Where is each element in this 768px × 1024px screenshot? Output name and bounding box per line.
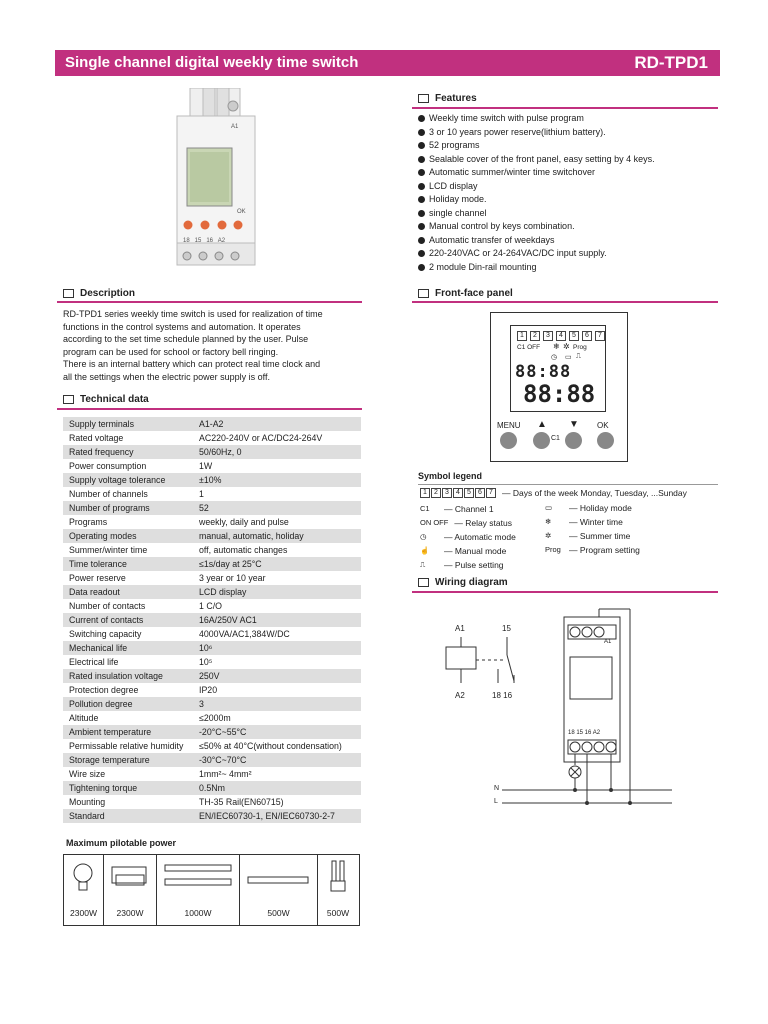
- checkbox-square-icon: [418, 94, 429, 103]
- relay-status-label: ON OFF: [420, 518, 449, 527]
- table-row: [63, 599, 361, 613]
- feature-item: Automatic summer/winter time switchover: [418, 166, 728, 180]
- spec-value: A1-A2: [199, 419, 224, 429]
- wiring-device-terminals: 18 15 16 A2: [568, 730, 601, 736]
- bullet-icon: [418, 142, 425, 149]
- table-row: [63, 669, 361, 683]
- bullet-icon: [418, 196, 425, 203]
- down-arrow-icon: ▼: [569, 419, 579, 430]
- snow-icon: ❄: [553, 342, 560, 351]
- spec-label: Permissable relative humidity: [69, 741, 184, 751]
- spec-label: Number of contacts: [69, 601, 146, 611]
- spec-label: Protection degree: [69, 685, 139, 695]
- menu-label: MENU: [497, 421, 521, 430]
- suitcase-icon: ▭: [545, 503, 553, 512]
- max-power-value: 1000W: [184, 908, 212, 918]
- table-row: [63, 543, 361, 557]
- spec-label: Number of programs: [69, 503, 150, 513]
- lcd-c1off: C1 OFF: [517, 344, 541, 351]
- spec-value: 3 year or 10 year: [199, 573, 266, 583]
- feature-item: single channel: [418, 207, 728, 221]
- table-row: [63, 613, 361, 627]
- symbol-legend: [418, 471, 718, 481]
- spec-label: Current of contacts: [69, 615, 144, 625]
- symbol-item: Prog — Program setting: [545, 545, 640, 555]
- day-box: 3: [442, 488, 452, 498]
- spec-label: Power reserve: [69, 573, 126, 583]
- symbol-item: ◷ — Automatic mode: [420, 532, 516, 542]
- description-line: RD-TPD1 series weekly time switch is used for realization of time: [63, 309, 323, 319]
- day-indicators: [517, 331, 606, 341]
- table-row: [63, 767, 361, 781]
- max-power-cell-halogen: [104, 855, 157, 925]
- description-divider: [57, 301, 362, 303]
- up-arrow-icon: ▲: [537, 419, 547, 430]
- table-row: [63, 501, 361, 515]
- table-row: [63, 529, 361, 543]
- lcd-screen: [510, 325, 606, 412]
- spec-label: Rated frequency: [69, 447, 134, 457]
- spec-value: AC220-240V or AC/DC24-264V: [199, 433, 323, 443]
- lcd-small-time: 88:88: [515, 362, 572, 382]
- spec-value: -30°C~70°C: [199, 755, 247, 765]
- spec-label: Tightening torque: [69, 783, 138, 793]
- symbol-legend-heading: Symbol legend: [418, 471, 483, 481]
- ok-button[interactable]: [597, 432, 614, 449]
- cfl-lamp-icon: [318, 859, 358, 899]
- feature-item: Weekly time switch with pulse program: [418, 112, 728, 126]
- table-row: [63, 585, 361, 599]
- table-row: [63, 711, 361, 725]
- table-row: [63, 753, 361, 767]
- channel-label: C1: [420, 504, 430, 513]
- feature-item: 3 or 10 years power reserve(lithium battery).: [418, 126, 728, 140]
- front-panel-diagram: [490, 312, 628, 462]
- front-panel-divider: [412, 301, 718, 303]
- c1-label: C1: [551, 435, 560, 442]
- day-box: 2: [431, 488, 441, 498]
- feature-item: Automatic transfer of weekdays: [418, 234, 728, 248]
- table-row: [63, 781, 361, 795]
- table-row: [63, 515, 361, 529]
- menu-button[interactable]: [500, 432, 517, 449]
- day-box: 1: [420, 488, 430, 498]
- sun-icon: ✲: [563, 342, 570, 351]
- model-number: RD-TPD1: [634, 53, 708, 72]
- spec-label: Mounting: [69, 797, 106, 807]
- spec-label: Power consumption: [69, 461, 147, 471]
- feature-item: 2 module Din-rail mounting: [418, 261, 728, 275]
- table-row: [63, 627, 361, 641]
- bullet-icon: [418, 183, 425, 190]
- description-heading: Description: [63, 288, 135, 299]
- title-banner: [55, 50, 720, 76]
- symbol-item: ON OFF — Relay status: [420, 518, 512, 528]
- spec-value: 1mm²~ 4mm²: [199, 769, 252, 779]
- spec-label: Supply terminals: [69, 419, 135, 429]
- device-a1-label: A1: [231, 124, 239, 130]
- table-row: [63, 487, 361, 501]
- bullet-icon: [418, 210, 425, 217]
- spec-value: 10⁵: [199, 657, 213, 667]
- spec-value: 0.5Nm: [199, 783, 225, 793]
- max-power-cell-tube: [240, 855, 318, 925]
- wiring-a1: A1: [455, 624, 465, 633]
- features-divider: [412, 107, 718, 109]
- table-row: [63, 473, 361, 487]
- checkbox-square-icon: [63, 395, 74, 404]
- spec-value: 16A/250V AC1: [199, 615, 257, 625]
- bullet-icon: [418, 115, 425, 122]
- wiring-l: L: [494, 798, 498, 805]
- day-boxes: [420, 488, 497, 498]
- halogen-lamp-icon: [104, 859, 156, 899]
- device-ok-label: OK: [237, 209, 246, 215]
- spec-label: Wire size: [69, 769, 106, 779]
- product-image: [175, 88, 260, 268]
- spec-value: 1 C/O: [199, 601, 222, 611]
- wiring-a2: A2: [455, 691, 465, 700]
- spec-value: ≤50% at 40°C(without condensation): [199, 741, 342, 751]
- spec-value: off, automatic changes: [199, 545, 288, 555]
- table-row: [63, 571, 361, 585]
- lcd-prog: Prog: [573, 344, 587, 351]
- table-row: [63, 725, 361, 739]
- day-box: 5: [569, 331, 579, 341]
- spec-label: Pollution degree: [69, 699, 133, 709]
- day-box: 6: [475, 488, 485, 498]
- spec-value: 3: [199, 699, 204, 709]
- table-row: [63, 795, 361, 809]
- down-button[interactable]: [565, 432, 582, 449]
- prog-label: Prog: [545, 545, 561, 554]
- bullet-icon: [418, 250, 425, 257]
- symbol-days-row: 1 2 3 4 5 6 7 — Days of the week Monday, Tuesday, ...Sunday: [420, 488, 687, 498]
- max-power-cell-incandescent: [64, 855, 104, 925]
- sun-icon: ✲: [545, 531, 552, 540]
- bullet-icon: [418, 237, 425, 244]
- spec-label: Operating modes: [69, 531, 137, 541]
- spec-value: ±10%: [199, 475, 222, 485]
- up-button[interactable]: [533, 432, 550, 449]
- suitcase-icon: ▭: [565, 354, 572, 361]
- day-box: 1: [517, 331, 527, 341]
- bullet-icon: [418, 223, 425, 230]
- spec-label: Switching capacity: [69, 629, 142, 639]
- pulse-icon: ⎍: [420, 560, 426, 569]
- spec-value: IP20: [199, 685, 218, 695]
- bullet-icon: [418, 169, 425, 176]
- description-text: [63, 308, 358, 383]
- spec-value: ≤2000m: [199, 713, 231, 723]
- feature-item: 220-240VAC or 24-264VAC/DC input supply.: [418, 247, 728, 261]
- table-row: [63, 557, 361, 571]
- max-power-value: 500W: [326, 908, 350, 918]
- spec-label: Rated voltage: [69, 433, 124, 443]
- front-panel-heading: Front-face panel: [418, 288, 513, 299]
- table-row: [63, 697, 361, 711]
- features-list: [418, 112, 728, 274]
- symbol-item: C1 — Channel 1: [420, 504, 494, 514]
- day-box: 4: [556, 331, 566, 341]
- ok-label: OK: [597, 421, 609, 430]
- spec-label: Time tolerance: [69, 559, 127, 569]
- spec-value: 250V: [199, 671, 220, 681]
- feature-item: Holiday mode.: [418, 193, 728, 207]
- table-row: [63, 683, 361, 697]
- spec-value: weekly, daily and pulse: [199, 517, 289, 527]
- spec-label: Ambient temperature: [69, 727, 152, 737]
- day-box: 4: [453, 488, 463, 498]
- spec-value: TH-35 Rail(EN60715): [199, 797, 284, 807]
- table-row: [63, 809, 361, 823]
- technical-heading: Technical data: [63, 394, 149, 405]
- spec-label: Supply voltage tolerance: [69, 475, 166, 485]
- symbol-list-right: [545, 501, 715, 557]
- feature-item: Sealable cover of the front panel, easy setting by 4 keys.: [418, 153, 728, 167]
- spec-label: Data readout: [69, 587, 120, 597]
- feature-item: LCD display: [418, 180, 728, 194]
- description-line: all the settings when the electric power supply is off.: [63, 371, 270, 382]
- pulse-icon: ⎍: [576, 353, 581, 360]
- day-box: 3: [543, 331, 553, 341]
- spec-value: ≤1s/day at 25°C: [199, 559, 262, 569]
- symbol-item: ✲ — Summer time: [545, 531, 631, 541]
- symbol-item: ⎍ — Pulse setting: [420, 560, 504, 570]
- day-box: 2: [530, 331, 540, 341]
- table-row: [63, 445, 361, 459]
- symbol-item: ▭ — Holiday mode: [545, 503, 632, 513]
- spec-label: Altitude: [69, 713, 99, 723]
- tube-lamp-icon: [240, 859, 317, 899]
- spec-label: Electrical life: [69, 657, 119, 667]
- spec-value: 1W: [199, 461, 213, 471]
- max-power-value: 2300W: [116, 908, 144, 918]
- bullet-icon: [418, 129, 425, 136]
- spec-label: Rated insulation voltage: [69, 671, 163, 681]
- wiring-heading: Wiring diagram: [418, 577, 508, 588]
- day-box: 6: [582, 331, 592, 341]
- spec-value: 10⁶: [199, 643, 213, 653]
- wiring-device-a1: A1: [604, 639, 612, 645]
- spec-value: 50/60Hz, 0: [199, 447, 242, 457]
- wiring-18-16: 18 16: [492, 691, 513, 700]
- table-row: [63, 417, 361, 431]
- description-line: functions in the control systems and automation. It operates: [63, 321, 301, 332]
- bullet-icon: [418, 156, 425, 163]
- fluorescent-tube-icon: [157, 859, 239, 899]
- max-power-table: [63, 854, 360, 926]
- table-row: [63, 431, 361, 445]
- spec-value: 52: [199, 503, 209, 513]
- spec-label: Storage temperature: [69, 755, 150, 765]
- description-line: There is an internal battery which can protect real time clock and: [63, 359, 321, 369]
- checkbox-square-icon: [418, 289, 429, 298]
- lcd-main-time: 88:88: [523, 380, 596, 408]
- technical-table: [63, 417, 361, 823]
- table-row: [63, 459, 361, 473]
- checkbox-square-icon: [63, 289, 74, 298]
- spec-value: 4000VA/AC1,384W/DC: [199, 629, 290, 639]
- max-power-heading: Maximum pilotable power: [66, 838, 177, 848]
- features-heading: Features: [418, 93, 477, 104]
- description-line: program can be used for school or factory bell ringing.: [63, 346, 279, 357]
- feature-item: Manual control by keys combination.: [418, 220, 728, 234]
- day-box: 7: [486, 488, 496, 498]
- spec-label: Programs: [69, 517, 108, 527]
- feature-item: 52 programs: [418, 139, 728, 153]
- symbol-item: ❄ — Winter time: [545, 517, 623, 527]
- checkbox-square-icon: [418, 578, 429, 587]
- wiring-diagram: [440, 605, 730, 815]
- table-row: [63, 739, 361, 753]
- table-row: [63, 655, 361, 669]
- clock-icon: ◷: [551, 354, 558, 361]
- bullet-icon: [418, 264, 425, 271]
- technical-divider: [57, 408, 362, 410]
- bulb-icon: [64, 859, 103, 899]
- wiring-15: 15: [502, 624, 511, 633]
- hand-icon: ☝: [420, 546, 430, 555]
- snow-icon: ❄: [545, 517, 552, 526]
- symbol-legend-divider: [418, 484, 718, 485]
- max-power-value: 2300W: [70, 908, 97, 918]
- spec-label: Mechanical life: [69, 643, 128, 653]
- spec-value: -20°C~55°C: [199, 727, 247, 737]
- spec-value: EN/IEC60730-1, EN/IEC60730-2-7: [199, 811, 335, 821]
- clock-icon: ◷: [420, 532, 427, 541]
- spec-label: Summer/winter time: [69, 545, 148, 555]
- spec-value: LCD display: [199, 587, 247, 597]
- table-row: [63, 641, 361, 655]
- max-power-cell-cfl: [318, 855, 358, 925]
- symbol-item: ☝ — Manual mode: [420, 546, 507, 556]
- device-terminal-labels: 18 15 16 A2: [183, 238, 226, 244]
- description-line: according to the set time schedule planned by the user. Pulse: [63, 334, 309, 344]
- day-box: 5: [464, 488, 474, 498]
- wiring-divider: [412, 591, 718, 593]
- spec-label: Number of channels: [69, 489, 148, 499]
- page-title: Single channel digital weekly time switch: [65, 54, 359, 71]
- day-box: 7: [595, 331, 605, 341]
- spec-value: manual, automatic, holiday: [199, 531, 304, 541]
- spec-label: Standard: [69, 811, 105, 821]
- max-power-cell-fluorescent: [157, 855, 240, 925]
- max-power-value: 500W: [267, 908, 290, 918]
- wiring-n: N: [494, 785, 500, 792]
- spec-value: 1: [199, 489, 204, 499]
